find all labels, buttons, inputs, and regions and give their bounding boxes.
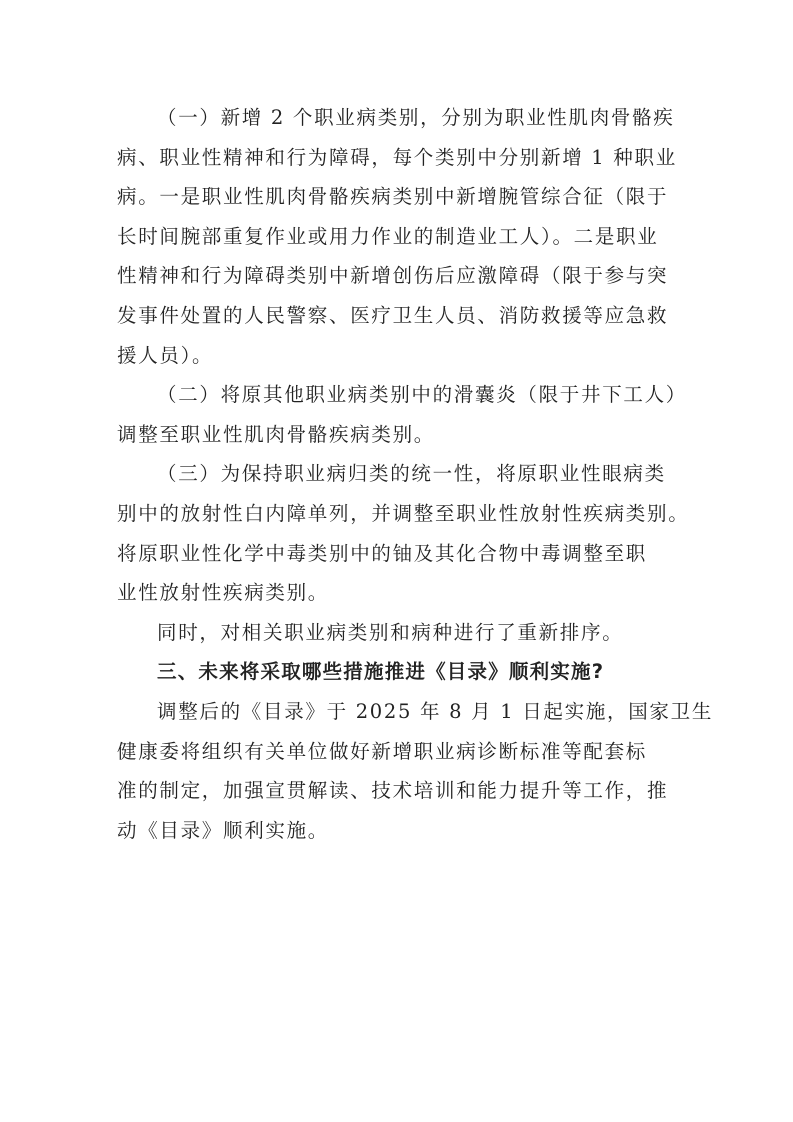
paragraph-bursitis-adjustment — [117, 375, 687, 454]
text-line: （二）将原其他职业病类别中的滑囊炎（限于井下工人） — [157, 383, 688, 407]
text-line: 病。一是职业性肌肉骨骼疾病类别中新增腕管综合征（限于 — [117, 185, 669, 209]
text-line: 将原职业性化学中毒类别中的铀及其化合物中毒调整至职 — [117, 541, 648, 565]
paragraph-implementation — [117, 692, 714, 850]
text-line: 调整后的《目录》于 2025 年 8 月 1 日起实施，国家卫生 — [157, 699, 714, 723]
text-line: 业性放射性疾病类别。 — [117, 581, 330, 605]
text-line: （一）新增 2 个职业病类别，分别为职业性肌肉骨骼疾 — [157, 106, 675, 129]
text-line: （三）为保持职业病归类的统一性，将原职业性眼病类 — [157, 462, 666, 486]
text-line: 健康委将组织有关单位做好新增职业病诊断标准等配套标 — [117, 739, 648, 763]
text-line: 准的制定，加强宣贯解读、技术培训和能力提升等工作，推 — [117, 779, 669, 803]
text-line: 同时，对相关职业病类别和病种进行了重新排序。 — [157, 620, 624, 644]
text-line: 调整至职业性肌肉骨骼疾病类别。 — [117, 422, 436, 446]
text-line: 发事件处置的人民警察、医疗卫生人员、消防救援等应急救 — [117, 303, 669, 327]
text-line: 别中的放射性白内障单列，并调整至职业性放射性疾病类别。 — [117, 501, 690, 525]
paragraph-new-categories — [117, 98, 687, 375]
paragraph-radiation-adjustment — [117, 454, 690, 612]
section-heading — [117, 652, 687, 692]
text-line: 长时间腕部重复作业或用力作业的制造业工人）。二是职业 — [117, 224, 659, 248]
paragraph-reordering — [117, 613, 687, 653]
section-heading-text: 三、未来将采取哪些措施推进《目录》顺利实施? — [157, 660, 605, 684]
text-line: 性精神和行为障碍类别中新增创伤后应激障碍（限于参与突 — [117, 264, 669, 288]
text-line: 动《目录》顺利实施。 — [117, 818, 330, 842]
text-line: 病、职业性精神和行为障碍，每个类别中分别新增 1 种职业 — [117, 145, 677, 169]
document-body — [117, 98, 714, 850]
text-line: 援人员）。 — [117, 343, 214, 367]
